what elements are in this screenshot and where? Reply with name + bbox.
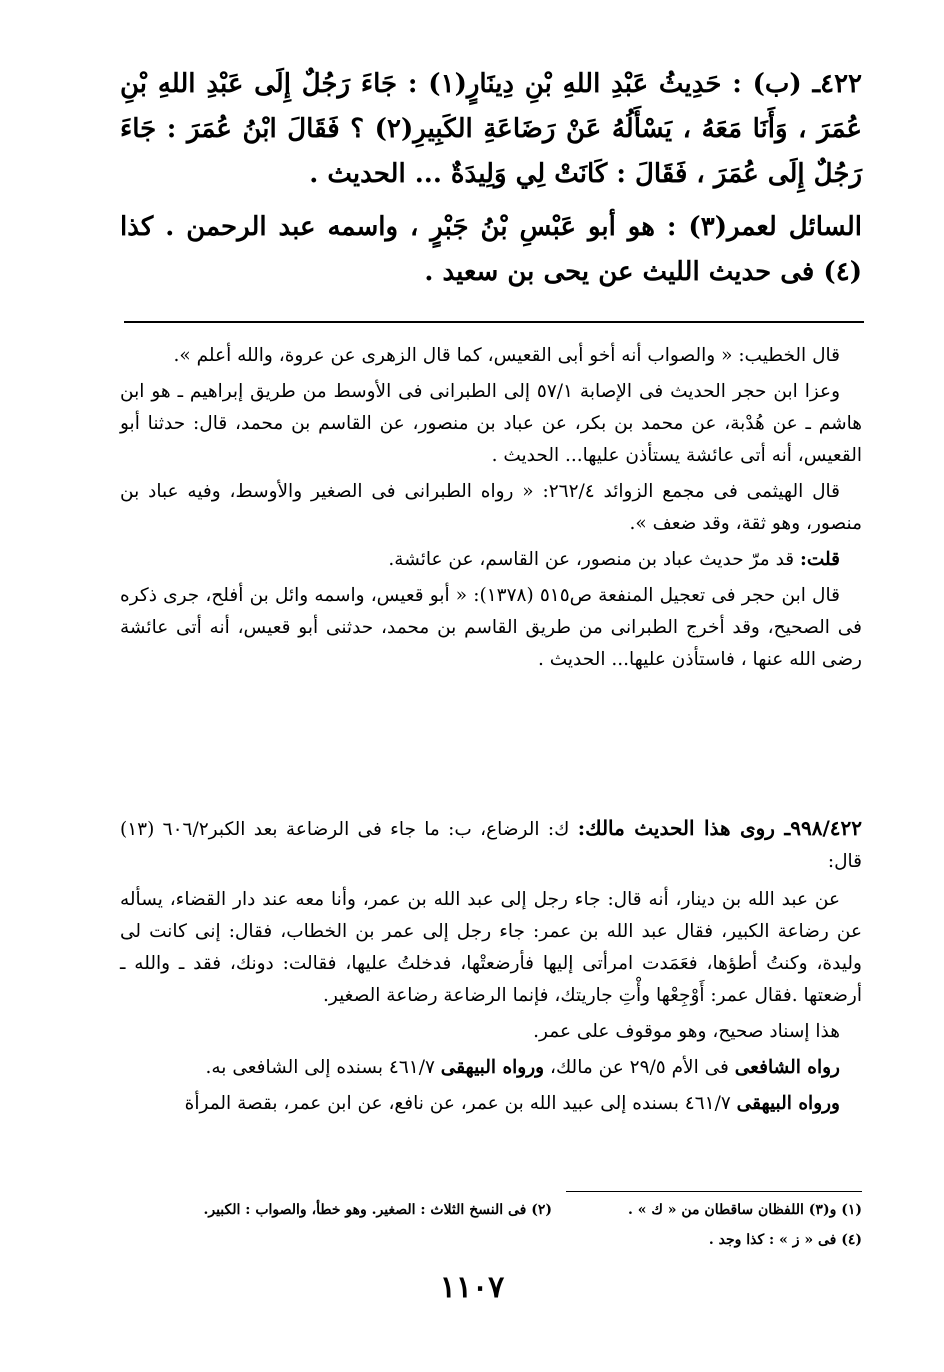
shafii-rest-2: ٤٦١/٧ بسنده إلى الشافعى به. — [205, 1057, 435, 1078]
entry-998-head-rest: ك: الرضاع، ب: ما جاء فى الرضاعة بعد الكبر٦٠٦/٢ (١٣) قال: — [120, 819, 862, 872]
bayhaqi-bold: ورواه البيهقى — [736, 1093, 840, 1114]
shafii-note — [120, 1052, 862, 1084]
footnote-2: (٢) فى النسخ الثلاث : الصغير. وهو خطأ، والصواب : الكبير. — [203, 1202, 552, 1218]
commentary-block — [120, 340, 862, 676]
qult-label: قلت: — [800, 549, 840, 570]
footnote-4: (٤) فى « ز » : كذا وجد . — [708, 1232, 862, 1248]
entry-422 — [120, 62, 862, 295]
entry-998-head-bold: ٩٩٨/٤٢٢ـ روى هذا الحديث مالك: — [577, 816, 863, 840]
haythami-note: قال الهيثمى فى مجمع الزوائد ٢٦٢/٤: « رواه الطبرانى فى الصغير والأوسط، وفيه عباد بن منصور، وهو ثقة، وقد ضعف ». — [120, 481, 862, 534]
entry-998 — [120, 812, 862, 1120]
ibn-hajar-tajil-note: قال ابن حجر فى تعجيل المنفعة ص٥١٥ (١٣٧٨): « أبو قعيس، واسمه وائل بن أفلح، جرى ذكره فى الصحيح، وقد أخرج الطبرانى من طريق القاسم بن محمد، حدثنى أبو قعيس، أنه أتى عائشة رضى الله عنها ، فاستأذن عليها... الحديث . — [120, 585, 862, 670]
qult-note — [120, 544, 862, 576]
entry-422-asker: السائل لعمر(٣) : هو أبو عَبْسِ بْنُ جَبْرٍ ، واسمه عبد الرحمن . كذا (٤) فى حديث الليث عن يحى بن سعيد . — [120, 212, 862, 287]
footnote-divider — [566, 1191, 862, 1192]
shafii-bold: رواه الشافعى — [734, 1057, 840, 1078]
bayhaqi-note — [120, 1088, 862, 1120]
shafii-rest-1: فى الأم ٢٩/٥ عن مالك، — [550, 1057, 729, 1078]
shafii-bayhaqi-bold: ورواه البيهقى — [440, 1057, 545, 1078]
footnote-1-3: (١) و(٣) اللفظان ساقطان من « ك » . — [627, 1202, 862, 1218]
section-divider — [124, 321, 864, 323]
khatib-note: قال الخطيب: « والصواب أنه أخو أبى القعيس، كما قال الزهرى عن عروة، والله أعلم ». — [173, 345, 840, 366]
page-number: ١١٠٧ — [439, 1270, 505, 1305]
ibn-hajar-isaba-note: وعزا ابن حجر الحديث فى الإصابة ٥٧/١ إلى الطبرانى فى الأوسط من طريق إبراهيم ـ هو ابن هاشم ـ عن هُدْبة، عن محمد بن بكر، عن عباد بن منصور، عن القاسم بن محمد، قال: حدثنا أبو القعيس، أنه أتى عائشة يستأذن عليها... الحديث . — [120, 381, 862, 466]
entry-998-body: عن عبد الله بن دينار، أنه قال: جاء رجل إلى عبد الله بن عمر، وأنا معه عند دار القضاء، يسأله عن رضاعة الكبير، فقال عبد الله بن عمر: جاء رجل إلى عمر بن الخطاب، فقال: إنى كانت لى وليدة، وكنتُ أطؤها، فعَمَدت امرأتى إليها فأرضعتْها، فدخلتُ عليها، فقالت: دونك، فقد ـ والله ـ أرضعتها .فقال عمر: أَوْجِعْها وأْتِ جاريتك، فإنما الرضاعة رضاعة الصغير. — [120, 889, 862, 1006]
entry-422-text: ٤٢٢ـ (ب) : حَدِيثُ عَبْدِ اللهِ بْنِ دِينَارٍ(١) : جَاءَ رَجُلٌ إِلَى عَبْدِ اللهِ بْنِ عُمَرَ ، وَأَنَا مَعَهُ ، يَسْأَلُهُ عَنْ رَضَاعَةِ الكَبِيرِ(٢) ؟ فَقَالَ ابْنُ عُمَرَ : جَاءَ رَجُلٌ إِلَى عُمَرَ ، فَقَالَ : كَانَتْ لِي وَلِيدَةٌ ... الحديث . — [120, 69, 863, 189]
bayhaqi-rest: ٤٦١/٧ بسنده إلى عبيد الله بن عمر، عن نافع، عن ابن عمر، بقصة المرأة — [184, 1093, 731, 1114]
isnad-note: هذا إسناد صحيح، وهو موقوف على عمر. — [533, 1021, 840, 1042]
qult-text: قد مرّ حديث عباد بن منصور، عن القاسم، عن عائشة. — [388, 549, 795, 570]
entry-998-heading — [120, 812, 862, 878]
